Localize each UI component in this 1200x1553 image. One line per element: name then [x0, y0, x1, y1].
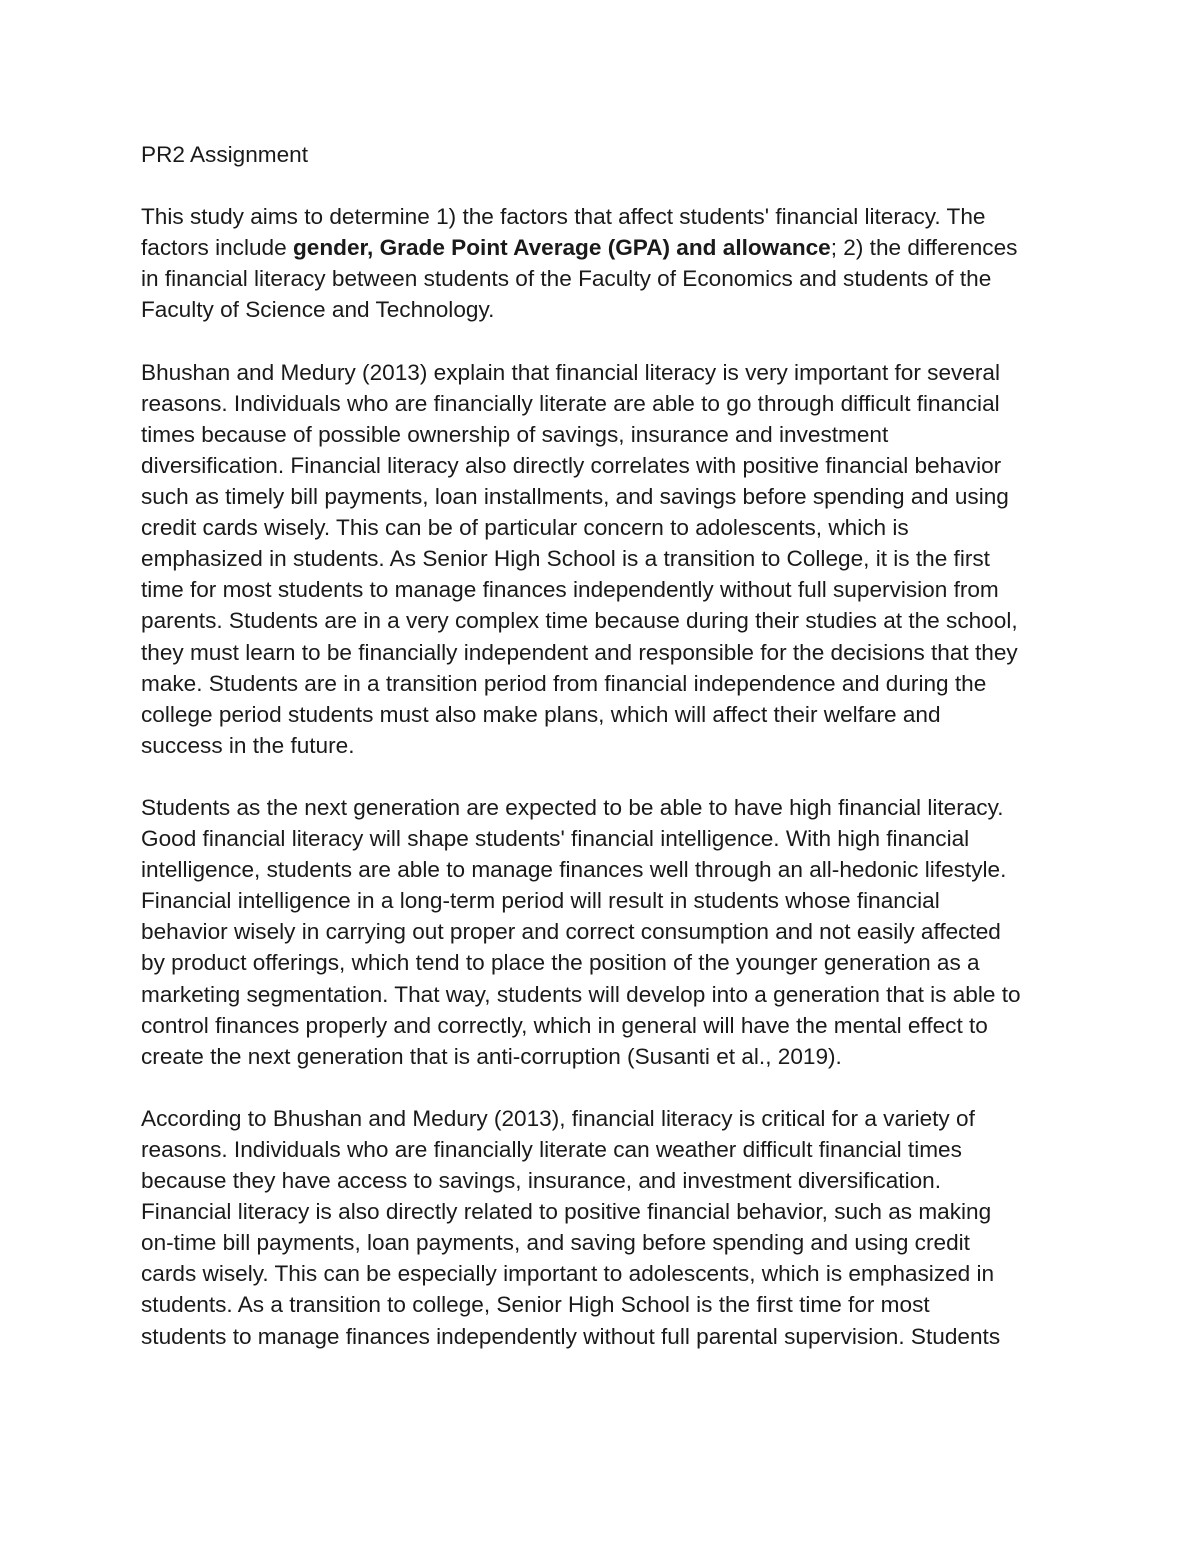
text-line: make. Students are in a transition period from financial independence and during the — [141, 670, 987, 696]
text-line: cards wisely. This can be especially important to adolescents, which is emphasized in — [141, 1261, 995, 1287]
text-run: ; 2) the differences — [830, 235, 1018, 261]
text-line: behavior wisely in carrying out proper and correct consumption and not easily affected — [141, 919, 1001, 945]
text-line: Bhushan and Medury (2013) explain that financial literacy is very important for several — [141, 359, 1000, 385]
text-line: Students as the next generation are expected to be able to have high financial literacy. — [141, 794, 1004, 820]
text-line: create the next generation that is anti-corruption (Susanti et al., 2019). — [141, 1043, 842, 1069]
text-line: Financial literacy is also directly related to positive financial behavior, such as making — [141, 1199, 992, 1225]
paragraph-1 — [141, 201, 1066, 325]
text-line: students. As a transition to college, Senior High School is the first time for most — [141, 1292, 930, 1318]
paragraph-3 — [141, 792, 1066, 1072]
text-line: intelligence, students are able to manage finances well through an all-hedonic lifestyle. — [141, 857, 1007, 883]
text-line: Faculty of Science and Technology. — [141, 297, 495, 323]
text-line: college period students must also make plans, which will affect their welfare and — [141, 701, 941, 727]
text-line: on-time bill payments, loan payments, and saving before spending and using credit — [141, 1230, 970, 1256]
text-line: reasons. Individuals who are financially literate are able to go through difficult financial — [141, 390, 1000, 416]
text-line: credit cards wisely. This can be of particular concern to adolescents, which is — [141, 515, 909, 541]
text-line: success in the future. — [141, 732, 355, 758]
text-line: Good financial literacy will shape students' financial intelligence. With high financial — [141, 826, 970, 852]
text-run: factors include — [141, 235, 293, 261]
document-title: PR2 Assignment — [141, 142, 309, 167]
paragraph-4 — [141, 1103, 1066, 1352]
text-line: by product offerings, which tend to place the position of the younger generation as a — [141, 950, 980, 976]
text-line: marketing segmentation. That way, students will develop into a generation that is able to — [141, 981, 1021, 1007]
text-line: reasons. Individuals who are financially literate can weather difficult financial times — [141, 1137, 962, 1162]
paragraph-2 — [141, 357, 1066, 761]
text-line: emphasized in students. As Senior High School is a transition to College, it is the first — [141, 546, 990, 572]
text-line: time for most students to manage finances independently without full supervision from — [141, 577, 999, 603]
text-line: According to Bhushan and Medury (2013), financial literacy is critical for a variety of — [141, 1105, 975, 1131]
text-line: in financial literacy between students of the Faculty of Economics and students of the — [141, 266, 992, 292]
text-line: parents. Students are in a very complex time because during their studies at the school, — [141, 608, 1018, 634]
text-line: because they have access to savings, insurance, and investment diversification. — [141, 1168, 942, 1194]
text-line: they must learn to be financially independent and responsible for the decisions that they — [141, 639, 1018, 665]
text-line: times because of possible ownership of savings, insurance and investment — [141, 421, 889, 447]
text-line: Financial intelligence in a long-term period will result in students whose financial — [141, 888, 940, 914]
text-line: diversification. Financial literacy also directly correlates with positive financial behavior — [141, 452, 1002, 478]
text-line — [141, 232, 1066, 263]
text-line: such as timely bill payments, loan installments, and savings before spending and using — [141, 484, 1009, 510]
text-line: control finances properly and correctly, which in general will have the mental effect to — [141, 1012, 988, 1038]
text-line: students to manage finances independently without full parental supervision. Students — [141, 1323, 1001, 1349]
document-body — [141, 139, 1066, 1383]
text-line: This study aims to determine 1) the factors that affect students' financial literacy. The — [141, 204, 986, 230]
bold-text-run: gender, Grade Point Average (GPA) and allowance — [292, 235, 831, 261]
